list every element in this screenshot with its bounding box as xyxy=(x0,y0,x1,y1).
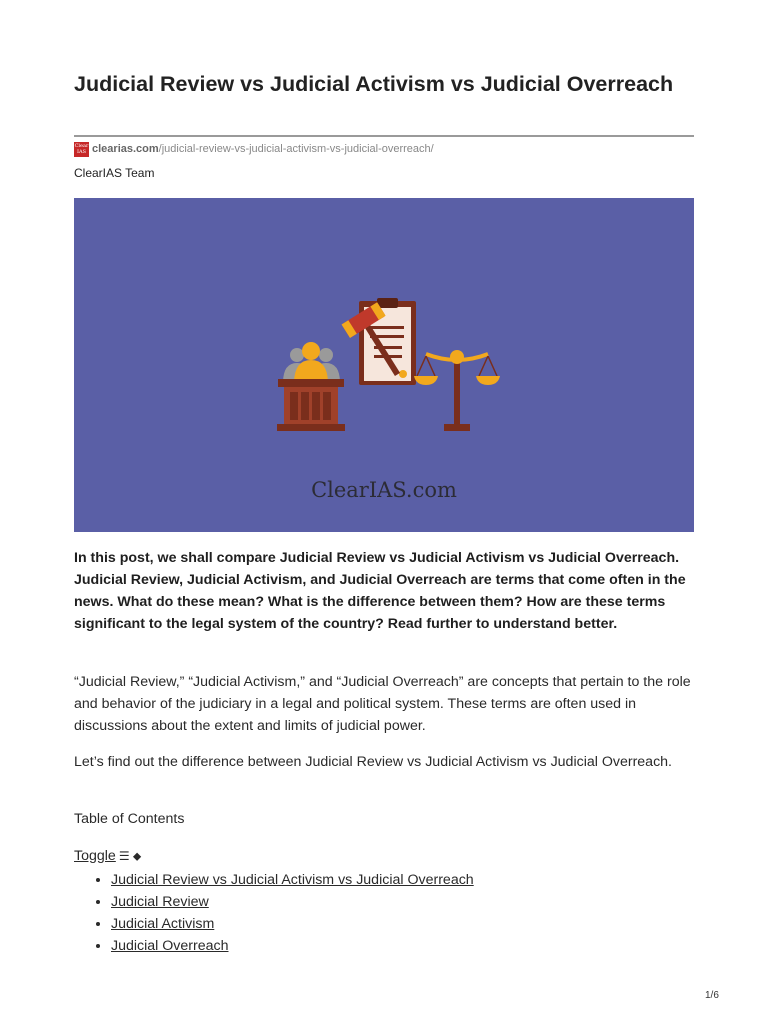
toc-list xyxy=(74,869,474,957)
toc-link-comparison[interactable]: Judicial Review vs Judicial Activism vs Judicial Overreach xyxy=(111,872,474,888)
toc-item xyxy=(111,913,474,935)
judge-figures-icon xyxy=(283,342,340,384)
toc-toggle-label[interactable]: Toggle xyxy=(74,848,116,864)
lead-paragraph: In this post, we shall compare Judicial Review vs Judicial Activism vs Judicial Overreach. Judicial Review, Judicial Activism, and Judicial Overreach are terms that come often in the news. What do these mean? What is the difference between them? How are these terms significant to the legal system of the country? Read further to understand better. xyxy=(74,550,686,632)
article-title: Judicial Review vs Judicial Activism vs Judicial Overreach xyxy=(74,72,674,96)
source-path[interactable]: /judicial-review-vs-judicial-activism-vs-judicial-overreach/ xyxy=(158,143,434,155)
toc-toggle-button[interactable] xyxy=(74,848,141,864)
list-toggle-icon[interactable]: ☰ ⬥ xyxy=(118,848,142,863)
toc-item xyxy=(111,869,474,891)
hero-image xyxy=(74,198,694,532)
author-name: ClearIAS Team xyxy=(74,166,155,180)
toc-heading: Table of Contents xyxy=(74,811,185,827)
toc-link-judicial-overreach[interactable]: Judicial Overreach xyxy=(111,938,229,954)
body-paragraph-2: Let’s find out the difference between Judicial Review vs Judicial Activism vs Judicial Overreach. xyxy=(74,754,673,770)
source-domain[interactable]: clearias.com xyxy=(92,143,159,155)
clearias-favicon-icon: Clear IAS xyxy=(74,143,89,155)
body-paragraph-1: “Judicial Review,” “Judicial Activism,” and “Judicial Overreach” are concepts that pertain to the role and behavior of the judiciary in a legal and political system. These terms are often used in discussions about the extent and limits of judicial power. xyxy=(74,674,691,734)
podium-icon xyxy=(277,379,345,431)
source-line xyxy=(74,141,434,157)
toc-item xyxy=(111,891,474,913)
title-divider xyxy=(74,135,694,137)
toc-item xyxy=(111,935,474,957)
page-number: 1/6 xyxy=(705,990,719,1001)
toc-link-judicial-activism[interactable]: Judicial Activism xyxy=(111,916,215,932)
hero-caption: ClearIAS.com xyxy=(311,478,457,502)
toc-link-judicial-review[interactable]: Judicial Review xyxy=(111,894,209,910)
scales-of-justice-icon xyxy=(414,350,500,431)
